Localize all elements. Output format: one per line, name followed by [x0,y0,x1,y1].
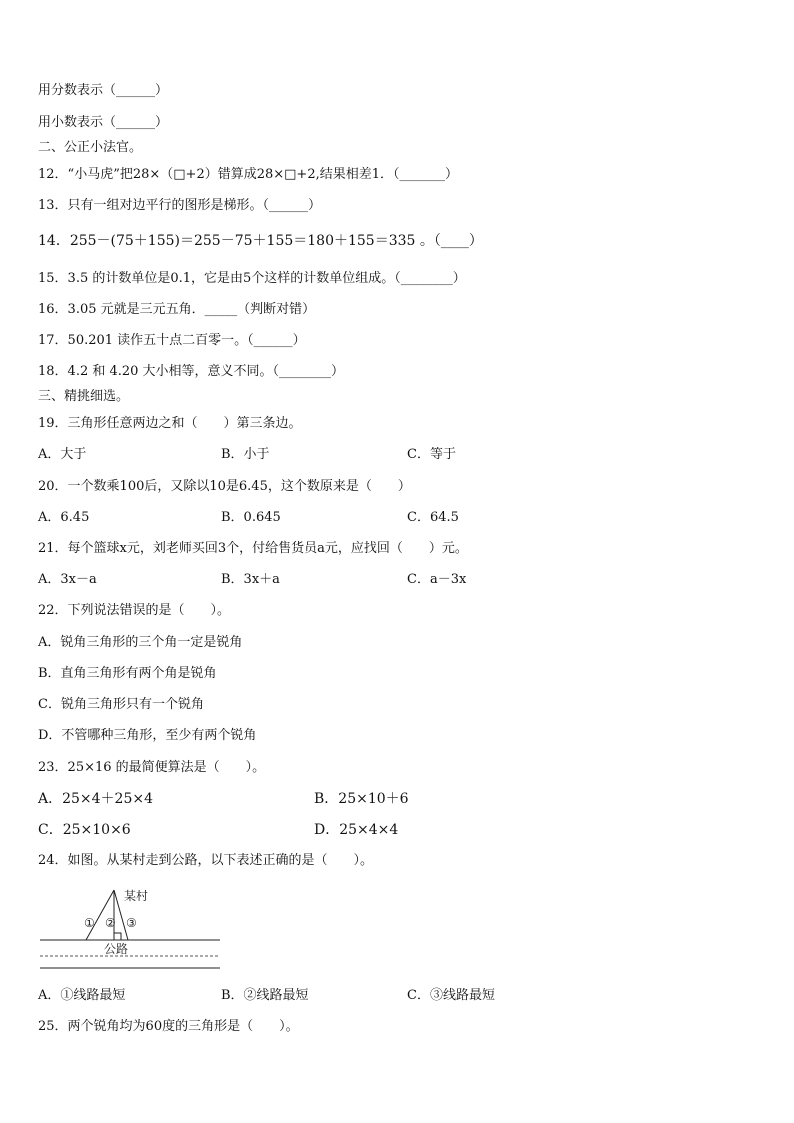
option-a: A．大于 [38,447,87,462]
right-angle-mark [114,933,121,940]
question-20-options [38,509,758,527]
question-23: 23．25×16 的最简便算法是（ ）。 [38,760,266,775]
path-1-line [86,890,114,940]
village-label: 某村 [124,889,149,903]
decimal-answer-line: 用小数表示（______） [38,115,169,130]
question-15: 15．3.5 的计数单位是0.1，它是由5个这样的计数单位组成。（________） [38,271,466,286]
question-22-option-c: C．锐角三角形只有一个锐角 [38,697,204,712]
option-b: B．25×10＋6 [314,791,409,807]
path-label-2: ② [105,916,116,930]
question-22-option-d: D．不管哪种三角形，至少有两个锐角 [38,728,257,743]
question-16: 16．3.05 元就是三元五角．_____（判断对错） [38,302,316,317]
fraction-answer-line: 用分数表示（______） [38,83,169,98]
village-road-diagram [38,886,222,972]
question-17: 17．50.201 读作五十点二百零一。（______） [38,333,306,348]
path-label-3: ③ [126,916,137,930]
question-19: 19．三角形任意两边之和（ ）第三条边。 [38,416,302,431]
option-b: B．3x＋a [221,572,280,587]
option-b: B．②线路最短 [221,988,309,1003]
question-20: 20．一个数乘100后，又除以10是6.45，这个数原来是（ ） [38,479,411,494]
option-b: B．小于 [221,447,270,462]
option-d: D．25×4×4 [314,822,399,838]
option-c: C．③线路最短 [407,988,495,1003]
question-22-option-a: A．锐角三角形的三个角一定是锐角 [38,635,243,650]
option-c: C．a－3x [407,572,467,587]
question-21-options [38,571,758,589]
question-12: 12．“小马虎”把28×（□+2）错算成28×□+2,结果相差1．（_______） [38,167,458,182]
question-23-options-row-2 [38,821,758,839]
option-a: A．6.45 [38,510,90,525]
question-24: 24．如图。从某村走到公路，以下表述正确的是（ ）。 [38,853,374,868]
option-c: C．等于 [407,447,456,462]
option-a: A．①线路最短 [38,988,126,1003]
path-label-1: ① [84,916,95,930]
section-heading-choice: 三、精挑细选。 [38,389,130,404]
option-c: C．25×10×6 [38,822,131,838]
question-23-options-row-1 [38,790,758,808]
option-a: A．25×4＋25×4 [38,791,154,807]
option-b: B．0.645 [221,510,281,525]
question-13: 13．只有一组对边平行的图形是梯形。（______） [38,198,322,213]
section-heading-judge: 二、公正小法官。 [38,140,143,155]
question-18: 18．4.2 和 4.20 大小相等，意义不同。（________） [38,364,345,379]
road-label: 公路 [104,942,129,956]
question-22-option-b: B．直角三角形有两个角是锐角 [38,666,217,681]
question-24-options [38,987,758,1005]
question-19-options [38,446,758,464]
question-21: 21．每个篮球x元，刘老师买回3个，付给售货员a元，应找回（ ）元。 [38,541,468,556]
option-a: A．3x－a [38,572,97,587]
question-22: 22．下列说法错误的是（ ）。 [38,603,231,618]
village-road-figure [38,886,222,972]
option-c: C．64.5 [407,510,459,525]
question-14: 14．255－(75＋155)＝255－75＋155＝180＋155＝335 。（____） [38,233,483,249]
question-25: 25．两个锐角均为60度的三角形是（ ）。 [38,1019,299,1034]
